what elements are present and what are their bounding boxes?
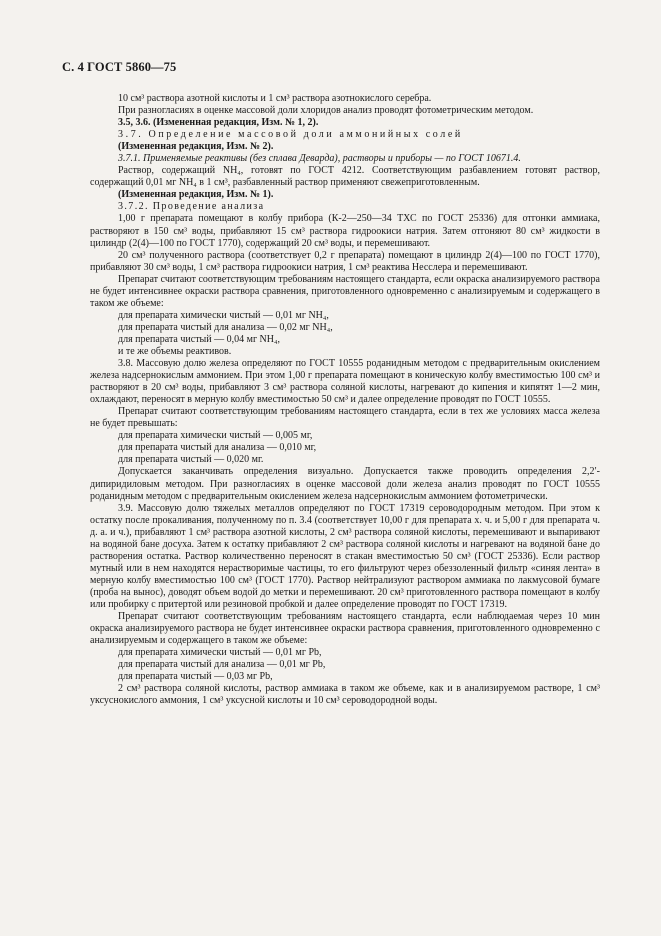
paragraph: Препарат считают соответствующим требованиям настоящего стандарта, если в тех же условиях масса железа не будет превышать: — [90, 406, 600, 430]
paragraph: и те же объемы реактивов. — [118, 345, 232, 357]
paragraph: 3.7.2. Проведение анализа — [118, 201, 265, 213]
paragraph: для препарата чистый для анализа — 0,02 мг NH₄, — [118, 321, 333, 333]
paragraph: для препарата чистый — 0,03 мг Pb, — [118, 671, 273, 683]
paragraph: Раствор, содержащий NH₄, готовят по ГОСТ 4212. Соответствующим разбавлением готовят раствор, содержащий 0,01 мг NH₄ в 1 см³, разбавленный раствор применяют свежеприготовленным. — [90, 165, 600, 189]
paragraph: 1,00 г препарата помещают в колбу прибора (К-2—250—34 ТХС по ГОСТ 25336) для отгонки аммиака, растворяют в 150 см³ воды, прибавляют 15 см³ раствора гидроокиси натрия. Затем отгоняют 80 см³ жидкости в цилиндр (2(4)—100 по ГОСТ 1770), содержащий 20 см³ воды, и перемешивают. — [90, 213, 600, 249]
paragraph: 20 см³ полученного раствора (соответствует 0,2 г препарата) помещают в цилиндр 2(4)—100 по ГОСТ 1770), прибавляют 30 см³ воды, 1 см³ раствора гидроокиси натрия, 1 см³ реактива Несслера и перемешивают. — [90, 249, 600, 273]
paragraph: 3.8. Массовую долю железа определяют по ГОСТ 10555 роданидным методом с предварительным окислением железа надсернокислым аммонием. При этом 1,00 г препарата помещают в коническую колбу вместимостью 100 см³ и растворяют в 20 см³ воды, прибавляют 3 см³ раствора соляной кислоты, нагревают до кипения и кипятят 1—2 мин, охлаждают, переносят в мерную колбу вместимостью 50 см³ и далее определение проводят по ГОСТ 10555. — [90, 358, 600, 406]
paragraph: (Измененная редакция, Изм. № 2). — [118, 141, 274, 153]
paragraph: Препарат считают соответствующим требованиям настоящего стандарта, если наблюдаемая через 10 мин окраска анализируемого раствора не будет интенсивнее окраски раствора сравнения, приготовленного одновременно с анализируемым и содержащего в таком же объеме: — [90, 611, 600, 647]
paragraph: 10 см³ раствора азотной кислоты и 1 см³ раствора азотнокислого серебра. — [118, 93, 432, 104]
document-body — [90, 93, 600, 707]
paragraph: При разногласиях в оценке массовой доли хлоридов анализ проводят фотометрическим методом. — [118, 105, 534, 117]
paragraph: для препарата чистый для анализа — 0,010 мг, — [118, 442, 317, 454]
paragraph: 2 см³ раствора соляной кислоты, раствор аммиака в таком же объеме, как и в анализируемом растворе, 1 см³ уксуснокислого аммония, 1 см³ уксусной кислоты и 10 см³ сероводородной воды. — [90, 683, 600, 707]
paragraph: для препарата химически чистый — 0,01 мг Pb, — [118, 647, 322, 659]
paragraph: для препарата химически чистый — 0,005 мг, — [118, 430, 313, 442]
paragraph: 3.7. Определение массовой доли аммонийных солей — [118, 129, 463, 141]
paragraph: (Измененная редакция, Изм. № 1). — [118, 189, 274, 201]
paragraph: для препарата чистый — 0,020 мг. — [118, 454, 264, 466]
paragraph: 3.7.1. Применяемые реактивы (без сплава Деварда), растворы и приборы — по ГОСТ 10671.4. — [118, 153, 521, 165]
page-header: С. 4 ГОСТ 5860—75 — [62, 60, 177, 74]
paragraph: 3.9. Массовую долю тяжелых металлов определяют по ГОСТ 17319 сероводородным методом. При этом к остатку после прокаливания, полученному по п. 3.4 (соответствует 10,00 г для препарата х. ч. и 5,00 г для препарата ч. д. а. и ч.), прибавляют 1 см³ раствора азотной кислоты, 2 см³ раствора соляной кислоты, перемешивают и выпаривают на водяной бане досуха. Затем к остатку прибавляют 2 см³ раствора соляной кислоты и нагревают на водяной бане до растворения остатка. Раствор количественно переносят в стакан вместимостью 50 см³ (ГОСТ 25336). Если раствор мутный или в нем находятся нерастворимые частицы, то его фильтруют через обеззоленный фильтр «синяя лента» в мерную колбу вместимостью 100 см³ (ГОСТ 1770). Раствор нейтрализуют раствором аммиака по лакмусовой бумаге (проба на вынос), доводят объем водой до метки и перемешивают. 20 см³ приготовленного раствора помещают в колбу или пробирку с притертой или резиновой пробкой и далее определение проводят по ГОСТ 17319. — [90, 502, 600, 610]
paragraph: для препарата химически чистый — 0,01 мг NH₄, — [118, 309, 329, 321]
paragraph: Допускается заканчивать определения визуально. Допускается также проводить определения 2,2′- дипиридиловым методом. При разногласиях в оценке массовой доли железа анализ проводят по ГОСТ 10555 роданидным методом с предварительным окислением железа надсернокислым аммонием фотометрически. — [90, 466, 600, 502]
paragraph: для препарата чистый для анализа — 0,01 мг Pb, — [118, 659, 326, 671]
paragraph: 3.5, 3.6. (Измененная редакция, Изм. № 1, 2). — [118, 117, 319, 129]
paragraph: Препарат считают соответствующим требованиям настоящего стандарта, если окраска анализируемого раствора не будет интенсивнее окраски раствора сравнения, приготовленного одновременно с анализируемым и содержащего в таком же объеме: — [90, 273, 600, 309]
paragraph: для препарата чистый — 0,04 мг NH₄, — [118, 333, 280, 345]
